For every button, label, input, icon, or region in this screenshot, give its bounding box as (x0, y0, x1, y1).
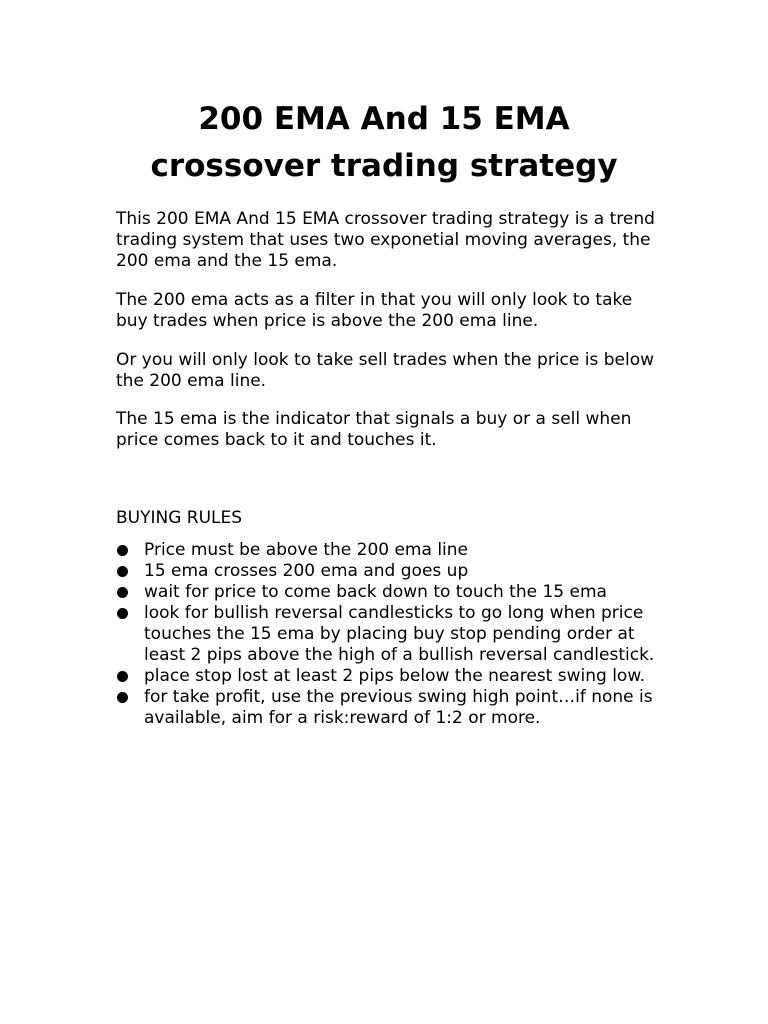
list-item-text: place stop lost at least 2 pips below the nearest swing low. (144, 666, 646, 686)
bullet-icon (117, 566, 128, 577)
bullet-icon (117, 671, 128, 682)
list-item (116, 582, 661, 603)
list-item (116, 687, 661, 729)
title-line-2: crossover trading strategy (150, 148, 618, 184)
list-item-text: Price must be above the 200 ema line (144, 540, 468, 560)
title-line-1: 200 EMA And 15 EMA (198, 101, 570, 137)
intro-paragraph: This 200 EMA And 15 EMA crossover trading strategy is a trend trading system that uses two exponetial moving averages, the 200 ema and the 15 ema. (116, 209, 655, 271)
list-item-text: wait for price to come back down to touch the 15 ema (144, 582, 607, 602)
bullet-icon (117, 692, 128, 703)
filter-paragraph: The 200 ema acts as a filter in that you will only look to take buy trades when price is above the 200 ema line. (116, 290, 633, 331)
signal-paragraph: The 15 ema is the indicator that signals a buy or a sell when price comes back to it and touches it. (116, 409, 632, 450)
sell-paragraph: Or you will only look to take sell trades when the price is below the 200 ema line. (116, 350, 655, 391)
bullet-icon (117, 545, 128, 556)
bullet-icon (117, 608, 128, 619)
buying-rules-heading: BUYING RULES (116, 508, 243, 528)
list-item (116, 603, 661, 666)
buying-rules-list (116, 540, 661, 729)
list-item (116, 540, 661, 561)
list-item (116, 561, 661, 582)
list-item-text: for take profit, use the previous swing high point…if none is available, aim for a risk:reward of 1:2 or more. (144, 687, 653, 728)
list-item-text: look for bullish reversal candlesticks to go long when price touches the 15 ema by placing buy stop pending order at least 2 pips above the high of a bullish reversal candlestick. (144, 603, 655, 665)
list-item-text: 15 ema crosses 200 ema and goes up (144, 561, 469, 581)
bullet-icon (117, 587, 128, 598)
page-title (0, 96, 768, 190)
list-item (116, 666, 661, 687)
